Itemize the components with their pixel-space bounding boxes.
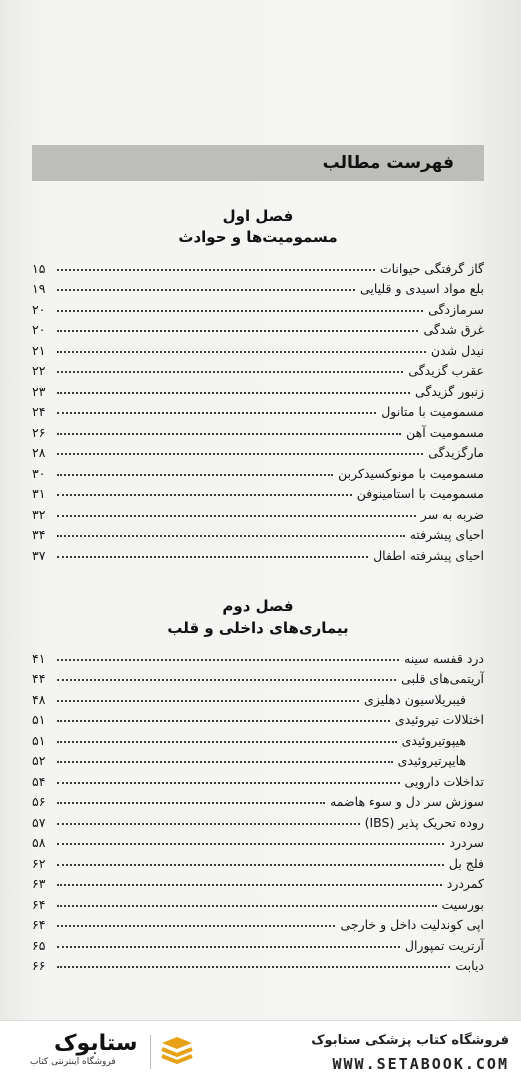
toc-entry-page: ۶۳ [32,876,46,891]
toc-entry-title: هایپرتیروئیدی [397,753,466,768]
dot-leader [57,925,335,927]
dot-leader [57,761,393,763]
toc-entry-page: ۴۸ [32,691,46,707]
toc-entry-title: دیابت [455,958,484,973]
toc-entry-title: مسمومیت آهن [406,424,484,440]
chapter-2-list [32,645,484,973]
dot-leader [57,720,390,722]
toc-entry-title: احیای پیشرفته [409,527,484,542]
toc-entry-title: احیای پیشرفته اطفال [373,547,484,563]
toc-entry-title: اختلالات تیروئیدی [394,712,484,727]
chapter-2-subtitle: بیماری‌های داخلی و قلب [167,619,349,637]
book-stack-icon [160,1033,194,1067]
toc-entry-title: فلج بل [448,855,484,871]
logo-wordmark: ستابوک [54,1031,138,1056]
toc-entry[interactable] [32,850,484,871]
dot-leader [57,392,410,394]
toc-entry[interactable] [32,296,484,317]
toc-entry-title: کمردرد [446,876,484,891]
toc-entry-page: ۵۴ [32,773,46,789]
toc-entry-title: بلع مواد اسیدی و قلیایی [359,281,484,296]
toc-entry-page: ۲۳ [32,383,46,399]
dot-leader [57,351,426,353]
toc-entry-page: ۱۵ [32,260,46,276]
toc-entry[interactable] [32,501,484,522]
toc-entry-page: ۲۰ [32,322,46,337]
dot-leader [57,556,368,558]
toc-entry-title: تداخلات دارویی [404,773,484,789]
toc-entry-title: گاز گرفتگی حیوانات [379,260,484,276]
dot-leader [57,289,355,291]
store-logo[interactable] [10,1029,200,1073]
dot-leader [57,700,359,702]
toc-entry-page: ۲۲ [32,363,46,378]
toc-entry-title: نیدل شدن [430,342,484,358]
dot-leader [57,412,376,414]
toc-entry-page: ۶۴ [32,917,46,932]
dot-leader [57,966,450,968]
toc-entry-title: مسمومیت با استامینوفن [356,486,484,501]
toc-entry[interactable] [32,522,484,543]
toc-entry[interactable] [32,871,484,892]
dot-leader [57,371,403,373]
toc-entry-title: غرق شدگی [423,322,484,337]
toc-entry-title: روده تحریک پذیر (IBS) [364,814,484,830]
dot-leader [57,659,399,661]
dot-leader [57,864,444,866]
toc-entry[interactable] [32,460,484,481]
toc-entry-page: ۳۲ [32,506,46,522]
toc-entry-page: ۲۴ [32,404,46,419]
toc-entry[interactable] [32,707,484,728]
toc-entry-title: مسمومیت با مونوکسیدکربن [338,465,484,481]
toc-entry-title: ضربه به سر [420,506,484,522]
chapter-2-label: فصل دوم [222,597,294,615]
chapter-1-list [32,255,484,563]
toc-entry-page: ۶۲ [32,855,46,871]
toc-entry-page: ۵۶ [32,794,46,809]
toc-entry-title: آرتریت تمپورال [404,937,484,953]
toc-entry-page: ۲۶ [32,424,46,440]
dot-leader [57,494,352,496]
toc-entry[interactable] [32,953,484,974]
toc-entry[interactable] [32,440,484,461]
toc-entry-page: ۳۴ [32,527,46,542]
dot-leader [57,433,401,435]
toc-entry[interactable] [32,337,484,358]
toc-entry[interactable] [32,686,484,707]
toc-entry[interactable] [32,912,484,933]
toc-entry-page: ۵۱ [32,732,46,748]
toc-entry-page: ۱۹ [32,281,46,296]
chapter-1-label: فصل اول [222,207,294,225]
toc-entry-page: ۵۸ [32,835,46,850]
dot-leader [57,905,437,907]
dot-leader [57,782,400,784]
toc-entry-page: ۲۰ [32,301,46,317]
toc-entry-title: آریتمی‌های قلبی [401,671,484,686]
toc-entry[interactable] [32,358,484,379]
toc-entry-title: مسمومیت با متانول [381,404,484,419]
dot-leader [57,843,444,845]
toc-entry-page: ۳۰ [32,465,46,481]
chapter-1-subtitle: مسمومیت‌ها و حوادث [178,228,338,246]
toc-entry[interactable] [32,645,484,666]
toc-entry[interactable] [32,378,484,399]
toc-entry-page: ۵۷ [32,814,46,830]
toc-entry-page: ۵۲ [32,753,46,768]
toc-entry[interactable] [32,317,484,338]
toc-header-band [32,145,484,181]
toc-entry-title: سوزش سر دل و سوء هاضمه [330,794,484,809]
toc-entry[interactable] [32,809,484,830]
toc-entry[interactable] [32,399,484,420]
toc-entry[interactable] [32,789,484,810]
dot-leader [57,474,333,476]
logo-divider [150,1035,151,1069]
toc-entry-page: ۴۴ [32,671,46,686]
store-name: فروشگاه کتاب پزشکی ستابوک [311,1033,509,1048]
toc-entry[interactable] [32,830,484,851]
toc-entry[interactable] [32,666,484,687]
toc-entry-page: ۲۸ [32,445,46,460]
toc-title: فهرست مطالب [322,153,454,173]
toc-entry-title: بورسیت [441,896,484,912]
toc-entry[interactable] [32,255,484,276]
logo-tagline: فروشگاه اینترنتی کتاب [30,1057,116,1067]
dot-leader [57,884,442,886]
toc-entry-title: عقرب گزیدگی [408,363,484,378]
dot-leader [57,453,423,455]
toc-entry-title: زنبور گزیدگی [414,383,484,399]
toc-entry[interactable] [32,542,484,563]
toc-entry[interactable] [32,276,484,297]
store-footer [0,1020,521,1080]
toc-entry-page: ۶۶ [32,958,46,973]
toc-entry[interactable] [32,768,484,789]
dot-leader [57,310,423,312]
store-url-link[interactable]: WWW.SETABOOK.COM [332,1055,509,1073]
dot-leader [57,515,416,517]
toc-entry-title: سرمازدگی [428,301,484,317]
dot-leader [57,823,360,825]
toc-entry-title: سردرد [449,835,484,850]
toc-entry[interactable] [32,891,484,912]
dot-leader [57,741,397,743]
dot-leader [57,535,405,537]
toc-entry-page: ۴۱ [32,650,46,666]
toc-entry-title: اپی کوندلیت داخل و خارجی [340,917,484,932]
toc-entry-page: ۶۴ [32,896,46,912]
toc-entry-title: فیبریلاسیون دهلیزی [364,691,466,707]
toc-entry[interactable] [32,727,484,748]
toc-entry-page: ۵۱ [32,712,46,727]
toc-entry-title: مارگزیدگی [428,445,484,460]
toc-entry-title: هیپوتیروئیدی [401,732,466,748]
toc-entry-page: ۳۷ [32,547,46,563]
dot-leader [57,802,325,804]
toc-entry[interactable] [32,748,484,769]
dot-leader [57,269,375,271]
toc-entry[interactable] [32,932,484,953]
dot-leader [57,946,400,948]
toc-entry[interactable] [32,419,484,440]
toc-entry[interactable] [32,481,484,502]
toc-entry-page: ۶۵ [32,937,46,953]
dot-leader [57,330,418,332]
toc-entry-page: ۲۱ [32,342,46,358]
toc-entry-title: درد قفسه سینه [404,650,484,666]
toc-entry-page: ۳۱ [32,486,46,501]
dot-leader [57,679,396,681]
